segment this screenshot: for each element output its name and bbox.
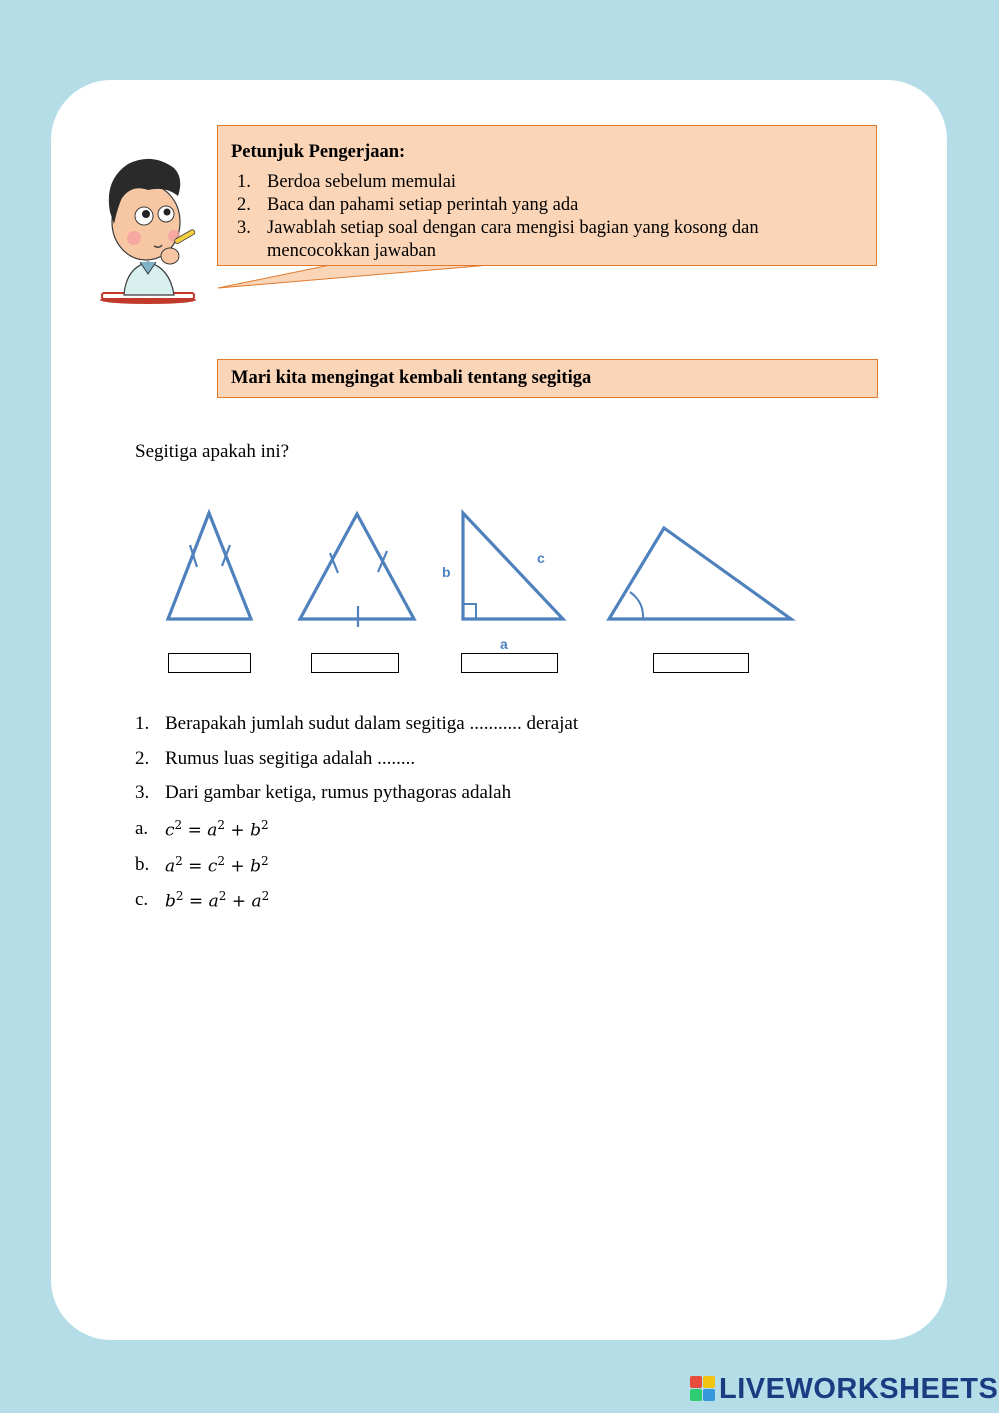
equilateral-triangle: [300, 514, 414, 619]
right-angle-mark: [463, 604, 476, 619]
answer-box-2[interactable]: [311, 653, 399, 673]
liveworksheets-mark-icon: [690, 1376, 716, 1402]
instruction-item: 3. Jawablah setiap soal dengan cara mengisi bagian yang kosong dan mencocokkan jawaban: [237, 218, 759, 261]
side-label-b: b: [442, 564, 451, 580]
scalene-triangle: [609, 528, 791, 619]
brand-name: LIVEWORKSHEETS: [719, 1372, 999, 1405]
angle-arc: [630, 592, 643, 619]
answer-box-1[interactable]: [168, 653, 251, 673]
isosceles-triangle: [168, 513, 251, 619]
section-banner: Mari kita mengingat kembali tentang segitiga: [217, 359, 878, 398]
side-label-c: c: [537, 550, 545, 566]
instruction-item: 1. Berdoa sebelum memulai: [237, 172, 457, 192]
answer-box-3[interactable]: [461, 653, 558, 673]
side-label-a: a: [500, 636, 508, 652]
liveworksheets-logo: [690, 1372, 998, 1406]
instruction-item: 2. Baca dan pahami setiap perintah yang ada: [237, 195, 579, 215]
triangle-prompt: Segitiga apakah ini?: [135, 441, 290, 462]
instructions-title: Petunjuk Pengerjaan:: [231, 142, 406, 162]
right-triangle: [463, 513, 563, 619]
answer-box-4[interactable]: [653, 653, 749, 673]
